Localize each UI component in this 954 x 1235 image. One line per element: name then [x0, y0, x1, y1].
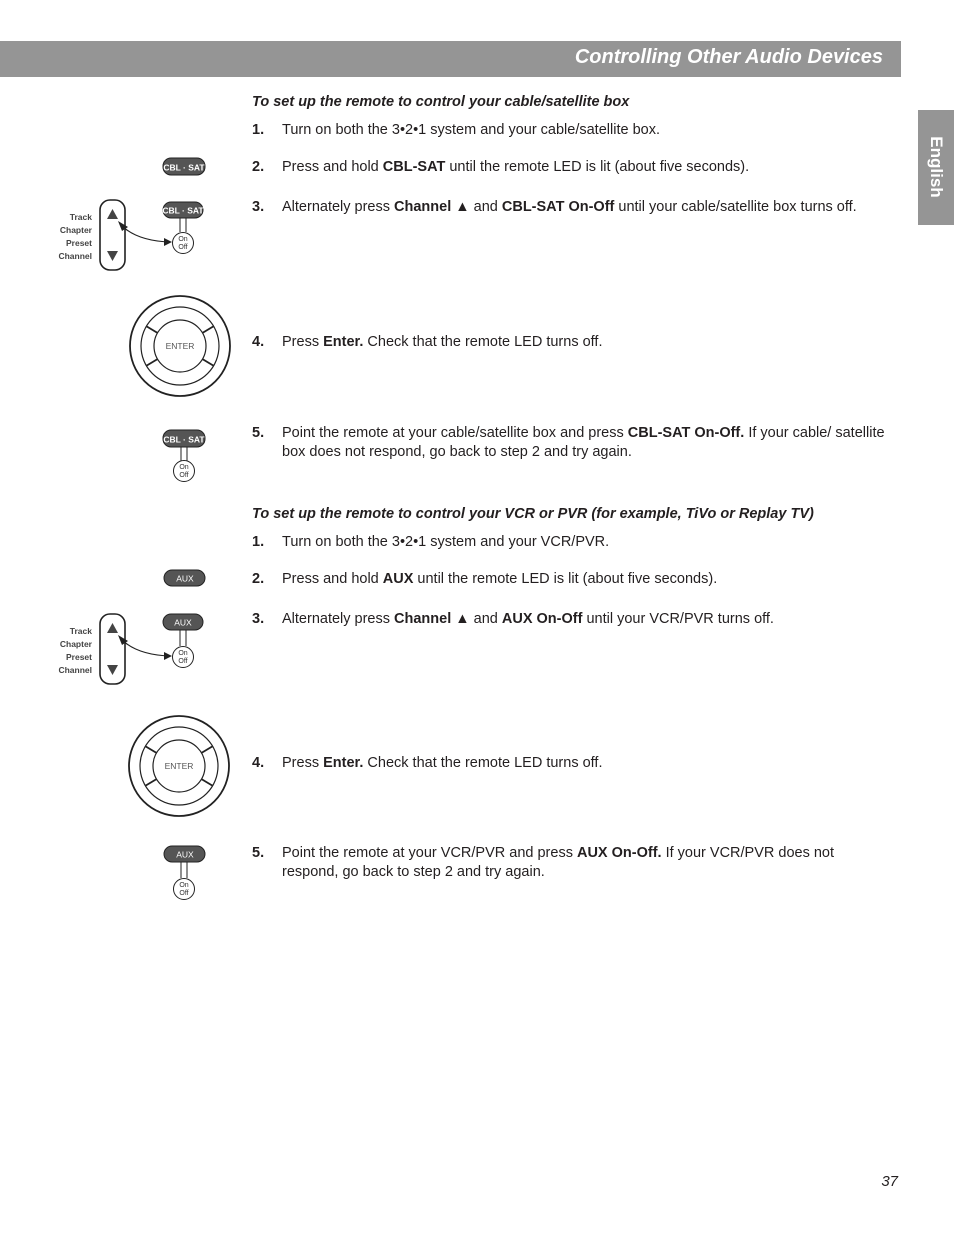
rocker-label-track: Track — [69, 626, 92, 636]
step-text: Press and hold — [282, 159, 383, 175]
aux-button-label: AUX — [176, 573, 194, 584]
step-number: 3. — [252, 199, 265, 215]
arrow-head-icon — [164, 652, 172, 660]
cbl-sat-button-label: CBL · SAT — [162, 205, 204, 216]
step-text: Press — [282, 755, 324, 771]
off-label: Off — [179, 890, 189, 897]
page-number: 37 — [881, 1173, 898, 1190]
arrow-head-icon — [164, 238, 172, 246]
step-text: Turn on both the 3•2•1 system and your VCR/PVR. — [282, 534, 610, 550]
step-number: 2. — [252, 159, 265, 175]
cbl-step-5 — [252, 424, 892, 462]
step-text: Point the remote at your cable/satellite box and press — [282, 425, 628, 441]
step-bold-text: Enter. — [323, 755, 364, 771]
arrow-line — [122, 226, 170, 242]
enter-label: ENTER — [165, 341, 195, 351]
cbl-step-3 — [252, 198, 892, 217]
language-label: English — [927, 136, 946, 198]
step-number: 2. — [252, 571, 265, 587]
step-text: and — [469, 611, 502, 627]
step-text: Press — [282, 334, 324, 350]
step-text: until your cable/satellite box turns off. — [614, 199, 857, 215]
rocker-label-preset: Preset — [66, 238, 92, 248]
step-text: If your cable/ satellite box does not respond, go back to step 2 and try again. — [282, 425, 885, 460]
rocker-label-chapter: Chapter — [59, 225, 92, 235]
step-text: Alternately press — [282, 199, 395, 215]
cbl-sat-button-label: CBL · SAT — [163, 162, 205, 173]
aux-step-2 — [252, 570, 892, 589]
step-text: Check that the remote LED turns off. — [363, 755, 603, 771]
step-text: If your VCR/PVR does not respond, go back to step 2 and try again. — [282, 845, 835, 880]
on-label: On — [179, 882, 189, 889]
cbl-step-1 — [252, 121, 892, 140]
step-number: 5. — [252, 845, 265, 861]
aux-step-3 — [252, 610, 892, 629]
step-bold-text: Channel ▲ — [394, 199, 470, 215]
off-label: Off — [179, 472, 189, 479]
step-text: until your VCR/PVR turns off. — [582, 611, 774, 627]
step-bold-text: Enter. — [323, 334, 364, 350]
rocker-label-chapter: Chapter — [59, 639, 92, 649]
step-text: and — [469, 199, 502, 215]
on-label: On — [178, 650, 188, 657]
step-text: until the remote LED is lit (about five seconds). — [413, 571, 718, 587]
step-bold-text: AUX On-Off — [501, 611, 583, 627]
channel-rocker-aux-illustration — [50, 610, 220, 690]
rocker-label-track: Track — [69, 212, 92, 222]
step-text: Alternately press — [282, 611, 395, 627]
section-title-aux: To set up the remote to control your VCR or PVR (for example, TiVo or Replay TV) — [252, 506, 814, 522]
step-number: 5. — [252, 425, 265, 441]
aux-step-5 — [252, 844, 892, 882]
language-tab — [918, 110, 954, 225]
arrow-line — [122, 640, 170, 656]
aux-button-label: AUX — [174, 617, 192, 628]
step-number: 4. — [252, 334, 265, 350]
aux-button-illustration — [160, 568, 210, 590]
rocker-label-preset: Preset — [66, 652, 92, 662]
step-bold-text: CBL-SAT On-Off — [501, 199, 615, 215]
enter-pad-aux-illustration — [125, 712, 233, 820]
step-number: 1. — [252, 534, 265, 550]
step-bold-text: CBL-SAT — [382, 159, 446, 175]
step-text: Press and hold — [282, 571, 383, 587]
step-bold-text: AUX On-Off. — [576, 845, 662, 861]
cbl-sat-onoff-illustration — [160, 428, 210, 486]
step-text: until the remote LED is lit (about five seconds). — [445, 159, 750, 175]
cbl-sat-button-illustration — [160, 156, 210, 178]
aux-step-4 — [252, 754, 892, 773]
aux-button-label: AUX — [176, 849, 194, 860]
step-bold-text: CBL-SAT On-Off. — [627, 425, 745, 441]
header-bar — [0, 41, 901, 77]
step-text: Turn on both the 3•2•1 system and your cable/satellite box. — [282, 122, 660, 138]
rocker-label-channel: Channel — [58, 665, 92, 675]
cbl-sat-button-label: CBL · SAT — [163, 434, 205, 445]
step-number: 3. — [252, 611, 265, 627]
aux-step-1 — [252, 533, 892, 552]
on-label: On — [178, 236, 188, 243]
aux-onoff-illustration — [160, 844, 210, 904]
off-label: Off — [178, 244, 188, 251]
section-title-cbl: To set up the remote to control your cable/satellite box — [252, 94, 630, 110]
step-bold-text: AUX — [382, 571, 414, 587]
enter-label: ENTER — [164, 761, 194, 771]
step-number: 1. — [252, 122, 265, 138]
page-title: Controlling Other Audio Devices — [574, 46, 883, 68]
step-text: Check that the remote LED turns off. — [363, 334, 603, 350]
step-bold-text: Channel ▲ — [394, 611, 470, 627]
step-number: 4. — [252, 755, 265, 771]
enter-pad-cbl-illustration — [126, 292, 234, 400]
cbl-step-2 — [252, 158, 892, 177]
step-text: Point the remote at your VCR/PVR and press — [282, 845, 577, 861]
rocker-label-channel: Channel — [58, 251, 92, 261]
channel-rocker-cbl-illustration — [50, 196, 220, 276]
cbl-step-4 — [252, 333, 892, 352]
off-label: Off — [178, 658, 188, 665]
on-label: On — [179, 464, 189, 471]
